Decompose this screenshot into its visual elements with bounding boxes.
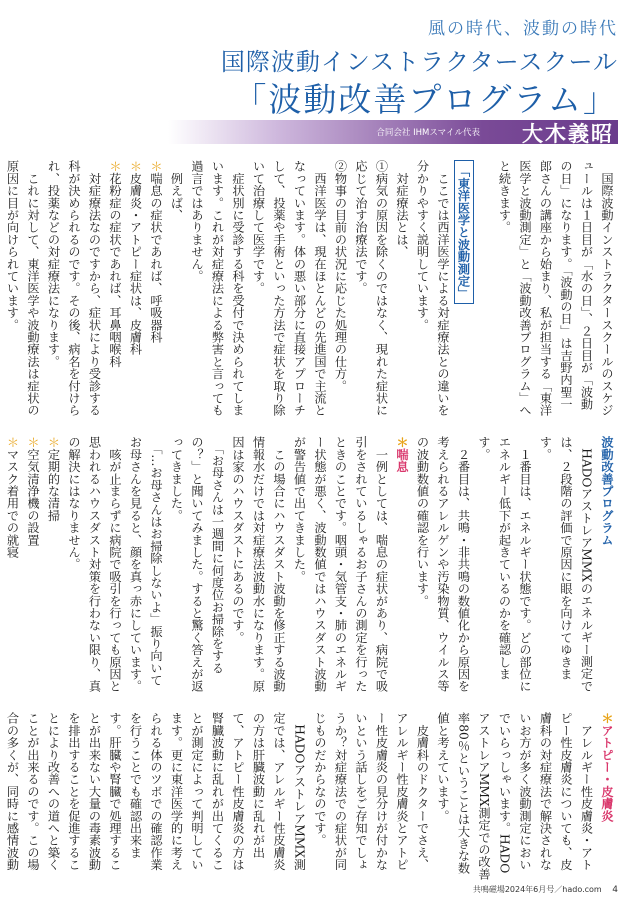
intro-paragraph: 国際波動インストラクタースクールのスケジュールは１日目が「水の日」、２日目が「波動の日」になります。「波動の日」は吉野内聖一郎さんの講座から始まり、私が担当する「東洋医学と波動測定」と「波動改善プログラム」へと続きます。	[497, 160, 614, 417]
asterisk-icon: ＊	[46, 436, 61, 449]
atopy-heading: ＊アトピー・皮膚炎	[600, 712, 614, 822]
main-title-line1: 国際波動インストラクタースクール	[220, 48, 618, 76]
paragraph: 「…お母さんはお掃除しないよ」振り向いてお母さんを見ると、顔を真っ赤にしています。	[128, 436, 163, 693]
bullet-item: ＊定期的な清掃	[46, 436, 61, 522]
paragraph: ②物事の目前の状況に応じた処理の仕方。	[333, 160, 348, 392]
bullet-item: ＊マスク着用での就寝	[5, 436, 20, 559]
paragraph: この場合にハウスダスト波動を修正する波動情報水だけでは対症療法波動水になります。原因は家のハウスダストにあるのです。	[231, 436, 286, 693]
bullet-item	[0, 436, 2, 693]
paragraph: 西洋医学は、現在ほとんどの先進国で主流となっています。体の悪い部分に直接アプローチして、投薬や手術といった方法で症状を取り除いて治療して医学です。	[251, 160, 327, 417]
article-column-middle	[5, 436, 617, 693]
article-column-top	[5, 160, 617, 418]
author-name: 大木義昭	[522, 122, 614, 146]
program-heading: 波動改善プログラム	[600, 436, 614, 546]
paragraph: 対症療法とは、	[395, 172, 409, 258]
page-number: 4	[612, 885, 618, 895]
kicker-title: 風の時代、波動の時代	[428, 19, 618, 39]
paragraph: 例えば、	[169, 172, 184, 222]
bullet-item: ＊皮膚炎・アトピー症状は、皮膚科	[128, 160, 143, 356]
asterisk-icon: ＊	[108, 160, 122, 173]
paragraph: アレルギー性皮膚炎・アトピー性皮膚炎についても、皮膚科の対症療法で解決されないお方が多く波動測定においでいらっしゃいます。HADOアストレアMMX測定での改善率80％ということは大きな数値と考えています。	[436, 712, 594, 880]
paragraph: HADOアストレアMMXのエネルギー測定では、２段階の評価で原因に眼を向けてゆきます。	[538, 436, 594, 692]
eastern-medicine-heading: 「東洋医学と波動測定」	[454, 160, 474, 304]
paragraph: 症状別に受診する科を受付で決められてしまいます。これが対症療法による弊害と言っても過言ではありません。	[190, 160, 245, 417]
asterisk-icon: ＊	[149, 160, 163, 173]
paragraph: 「お母さんは一週間に何度位お掃除をするの？」と聞いてみました。すると驚く答えが返ってきました。	[169, 436, 225, 693]
publication-info: 共鳴磁場2024年6月号／hado.com	[472, 885, 602, 894]
paragraph: 対症療法なのですから、症状により受診する科が決められるのです。その後、病名を付けられ、投薬などの対症療法になります。	[46, 160, 102, 417]
paragraph: HADOアストレアMMX測定では、アレルギー性皮膚炎の方は肝臓波動に乱れが出て、アトピー性皮膚炎の方は腎臓波動に乱れが出てくることが測定によって判明しています。更に東洋医学的に考えられる体のツボでの確認作業を行うことでも確認出来ます。肝臓や腎臓で処理することが出来ない大量の毒素波動を排出することを促進することにより改善への道へと築くことが出来るのです。この場合の多くが、同時に感情波動	[5, 712, 307, 871]
asterisk-icon: ＊	[26, 436, 40, 449]
page-footer	[473, 884, 618, 895]
asterisk-icon: ＊	[128, 160, 143, 173]
paragraph: ①病気の原因を除くのではなく、現れた症状に応じて治す治療法です。	[354, 160, 389, 417]
paragraph: ここでは西洋医学による対症療法との違いを分かりやすく説明しています。	[415, 160, 450, 417]
paragraph: ２番目は、共鳴・非共鳴の数値化から原因を考えられるアレルゲンや汚染物質、ウイルス等の波動数値の確認を行います。	[415, 436, 471, 693]
paragraph: 咳が止まらずに病院で吸引を行っても原因と思われるハウスダスト対策を行わない限り、真の解決にはなりません。	[67, 436, 122, 693]
paragraph: 皮膚科のドクターでさえ、アレルギー性皮膚炎とアトピー性皮膚炎の見分けが付かないという話しをご存知でしょうか？対症療法での症状が同じものだからなのです。	[313, 712, 430, 871]
paragraph: １番目は、エネルギー状態です。どの部位にエネルギー低下が起きているのかを確認します。	[477, 436, 532, 693]
bullet-item: ＊花粉症の症状であれば、耳鼻咽喉科	[108, 160, 122, 368]
main-title-line2: 「波動改善プログラム」	[233, 80, 618, 119]
author-affiliation: 合同会社 IHMスマイル代表	[376, 128, 480, 138]
bullet-item: ＊喘息の症状であれば、呼吸器科	[149, 160, 163, 344]
article-column-bottom	[5, 712, 617, 882]
asthma-heading: ＊喘息	[395, 436, 409, 473]
paragraph: これに対して、東洋医学や波動療法は症状の原因に目が向けられています。	[5, 160, 40, 417]
bullet-item: ＊空気清浄機の設置	[26, 436, 40, 546]
asterisk-icon: ＊	[5, 436, 20, 449]
paragraph: 一例としては、喘息の症状があり、病院で吸引をされているしゃるお子さんの測定を行ったときのことです。咽頭・気管支・肺のエネルギー状態が悪く、波動数値ではハウスダスト波動が警告値で出てきました。	[292, 436, 389, 693]
